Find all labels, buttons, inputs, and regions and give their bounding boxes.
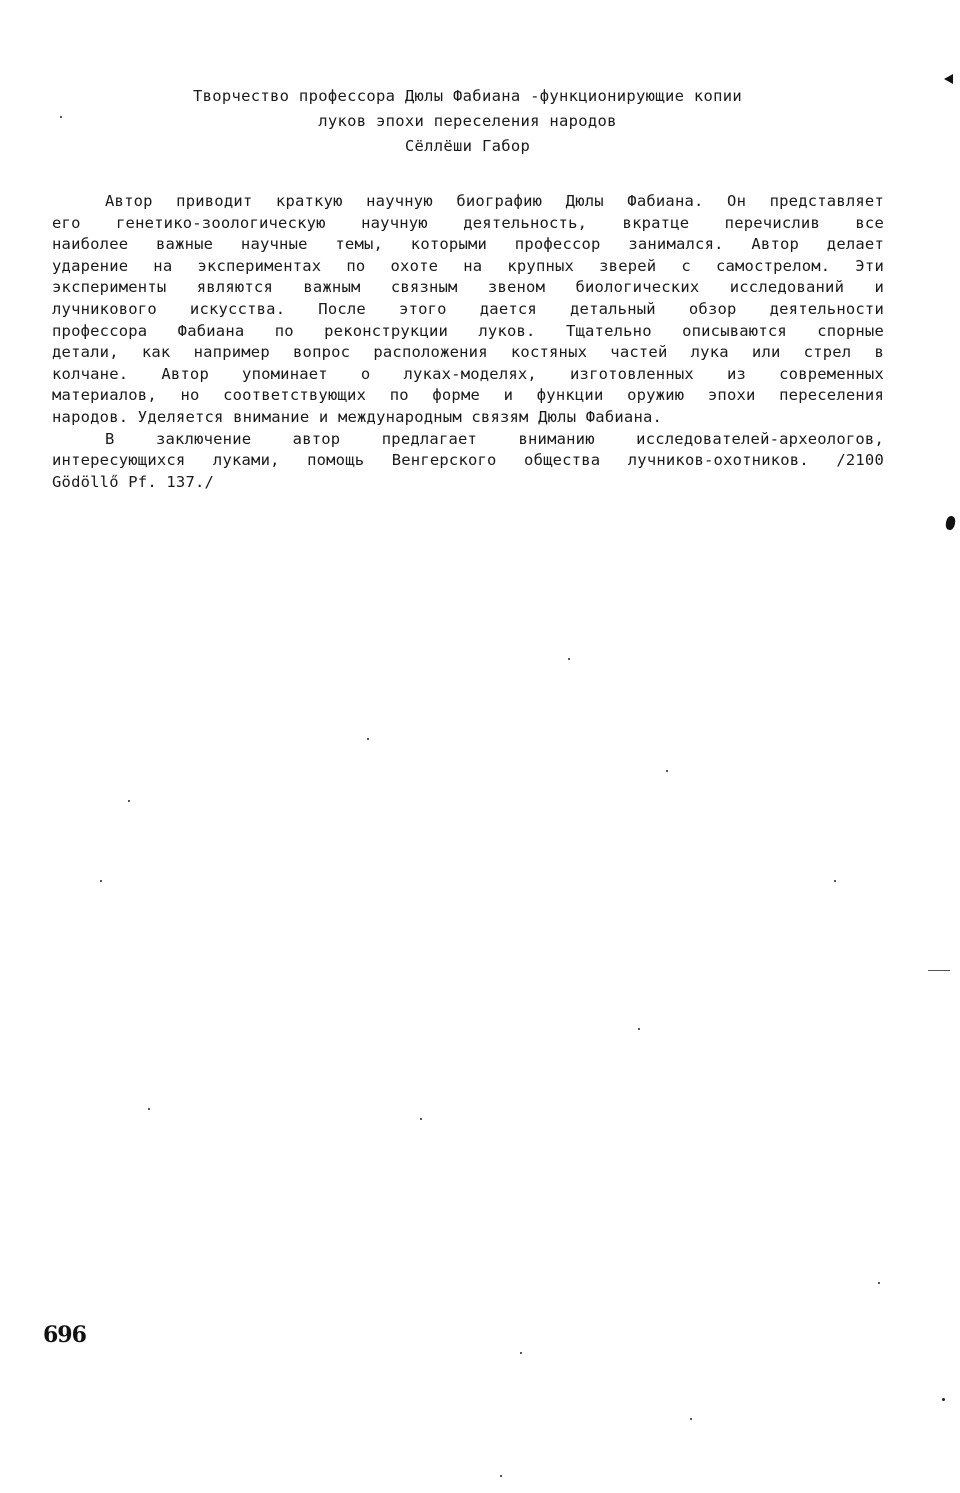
abstract-line: его генетико-зоологическую научную деятельность, вкратце перечислив все [52, 213, 884, 232]
abstract-line: материалов, но соответствующих по форме и функции оружию эпохи переселения [52, 386, 884, 405]
scan-speck [666, 770, 668, 772]
abstract-line: Автор приводит краткую научную биографию Дюлы Фабиана. Он представляет [105, 192, 884, 210]
abstract-line: эксперименты являются важным связным звеном биологических исследований и [52, 278, 884, 297]
margin-dash-mark [928, 970, 950, 971]
scan-speck [520, 1352, 522, 1354]
margin-ink-dot [945, 515, 957, 531]
abstract-line: народов. Уделяется внимание и международным связям Дюлы Фабиана. [52, 407, 663, 426]
scan-speck [834, 880, 836, 882]
abstract-line: детали, как например вопрос расположения костяных частей лука или стрел в [52, 343, 884, 362]
scan-speck [420, 1118, 422, 1120]
article-title-line-1: Творчество профессора Дюлы Фабиана -функционирующие копии [192, 87, 742, 105]
abstract-line: колчане. Автор упоминает о луках-моделях, изготовленных из современных [52, 364, 884, 383]
page-number: 696 [43, 1322, 86, 1348]
scan-speck [878, 1282, 880, 1284]
scan-speck [128, 800, 130, 802]
abstract-line: профессора Фабиана по реконструкции луков. Тщательно описываются спорные [52, 321, 884, 340]
scan-speck [690, 1418, 692, 1420]
margin-arrow-mark [944, 74, 953, 84]
abstract-line: наиболее важные научные темы, которыми профессор занимался. Автор делает [52, 235, 884, 254]
scan-speck [638, 1028, 640, 1030]
scan-speck [367, 738, 369, 740]
abstract-line: лучникового искусства. После этого дается детальный обзор деятельности [52, 299, 884, 318]
conclusion-line: интересующихся луками, помощь Венгерского общества лучников-охотников. /2100 [52, 451, 884, 470]
scan-speck [148, 1108, 150, 1110]
abstract-body [52, 191, 884, 493]
conclusion-line: В заключение автор предлагает вниманию исследователей-археологов, [105, 429, 884, 448]
scan-speck [942, 1398, 945, 1401]
conclusion-line: Gödöllő Pf. 137./ [52, 472, 215, 491]
scan-speck [500, 1475, 502, 1477]
scan-speck [60, 116, 62, 118]
article-title-line-2: луков эпохи переселения народов [318, 112, 617, 130]
scan-speck [100, 880, 102, 882]
abstract-line: ударение на экспериментах по охоте на крупных зверей с самострелом. Эти [52, 256, 884, 275]
scan-speck [568, 658, 570, 660]
article-author: Сёллёши Габор [404, 137, 531, 155]
article-title-block [0, 84, 935, 159]
